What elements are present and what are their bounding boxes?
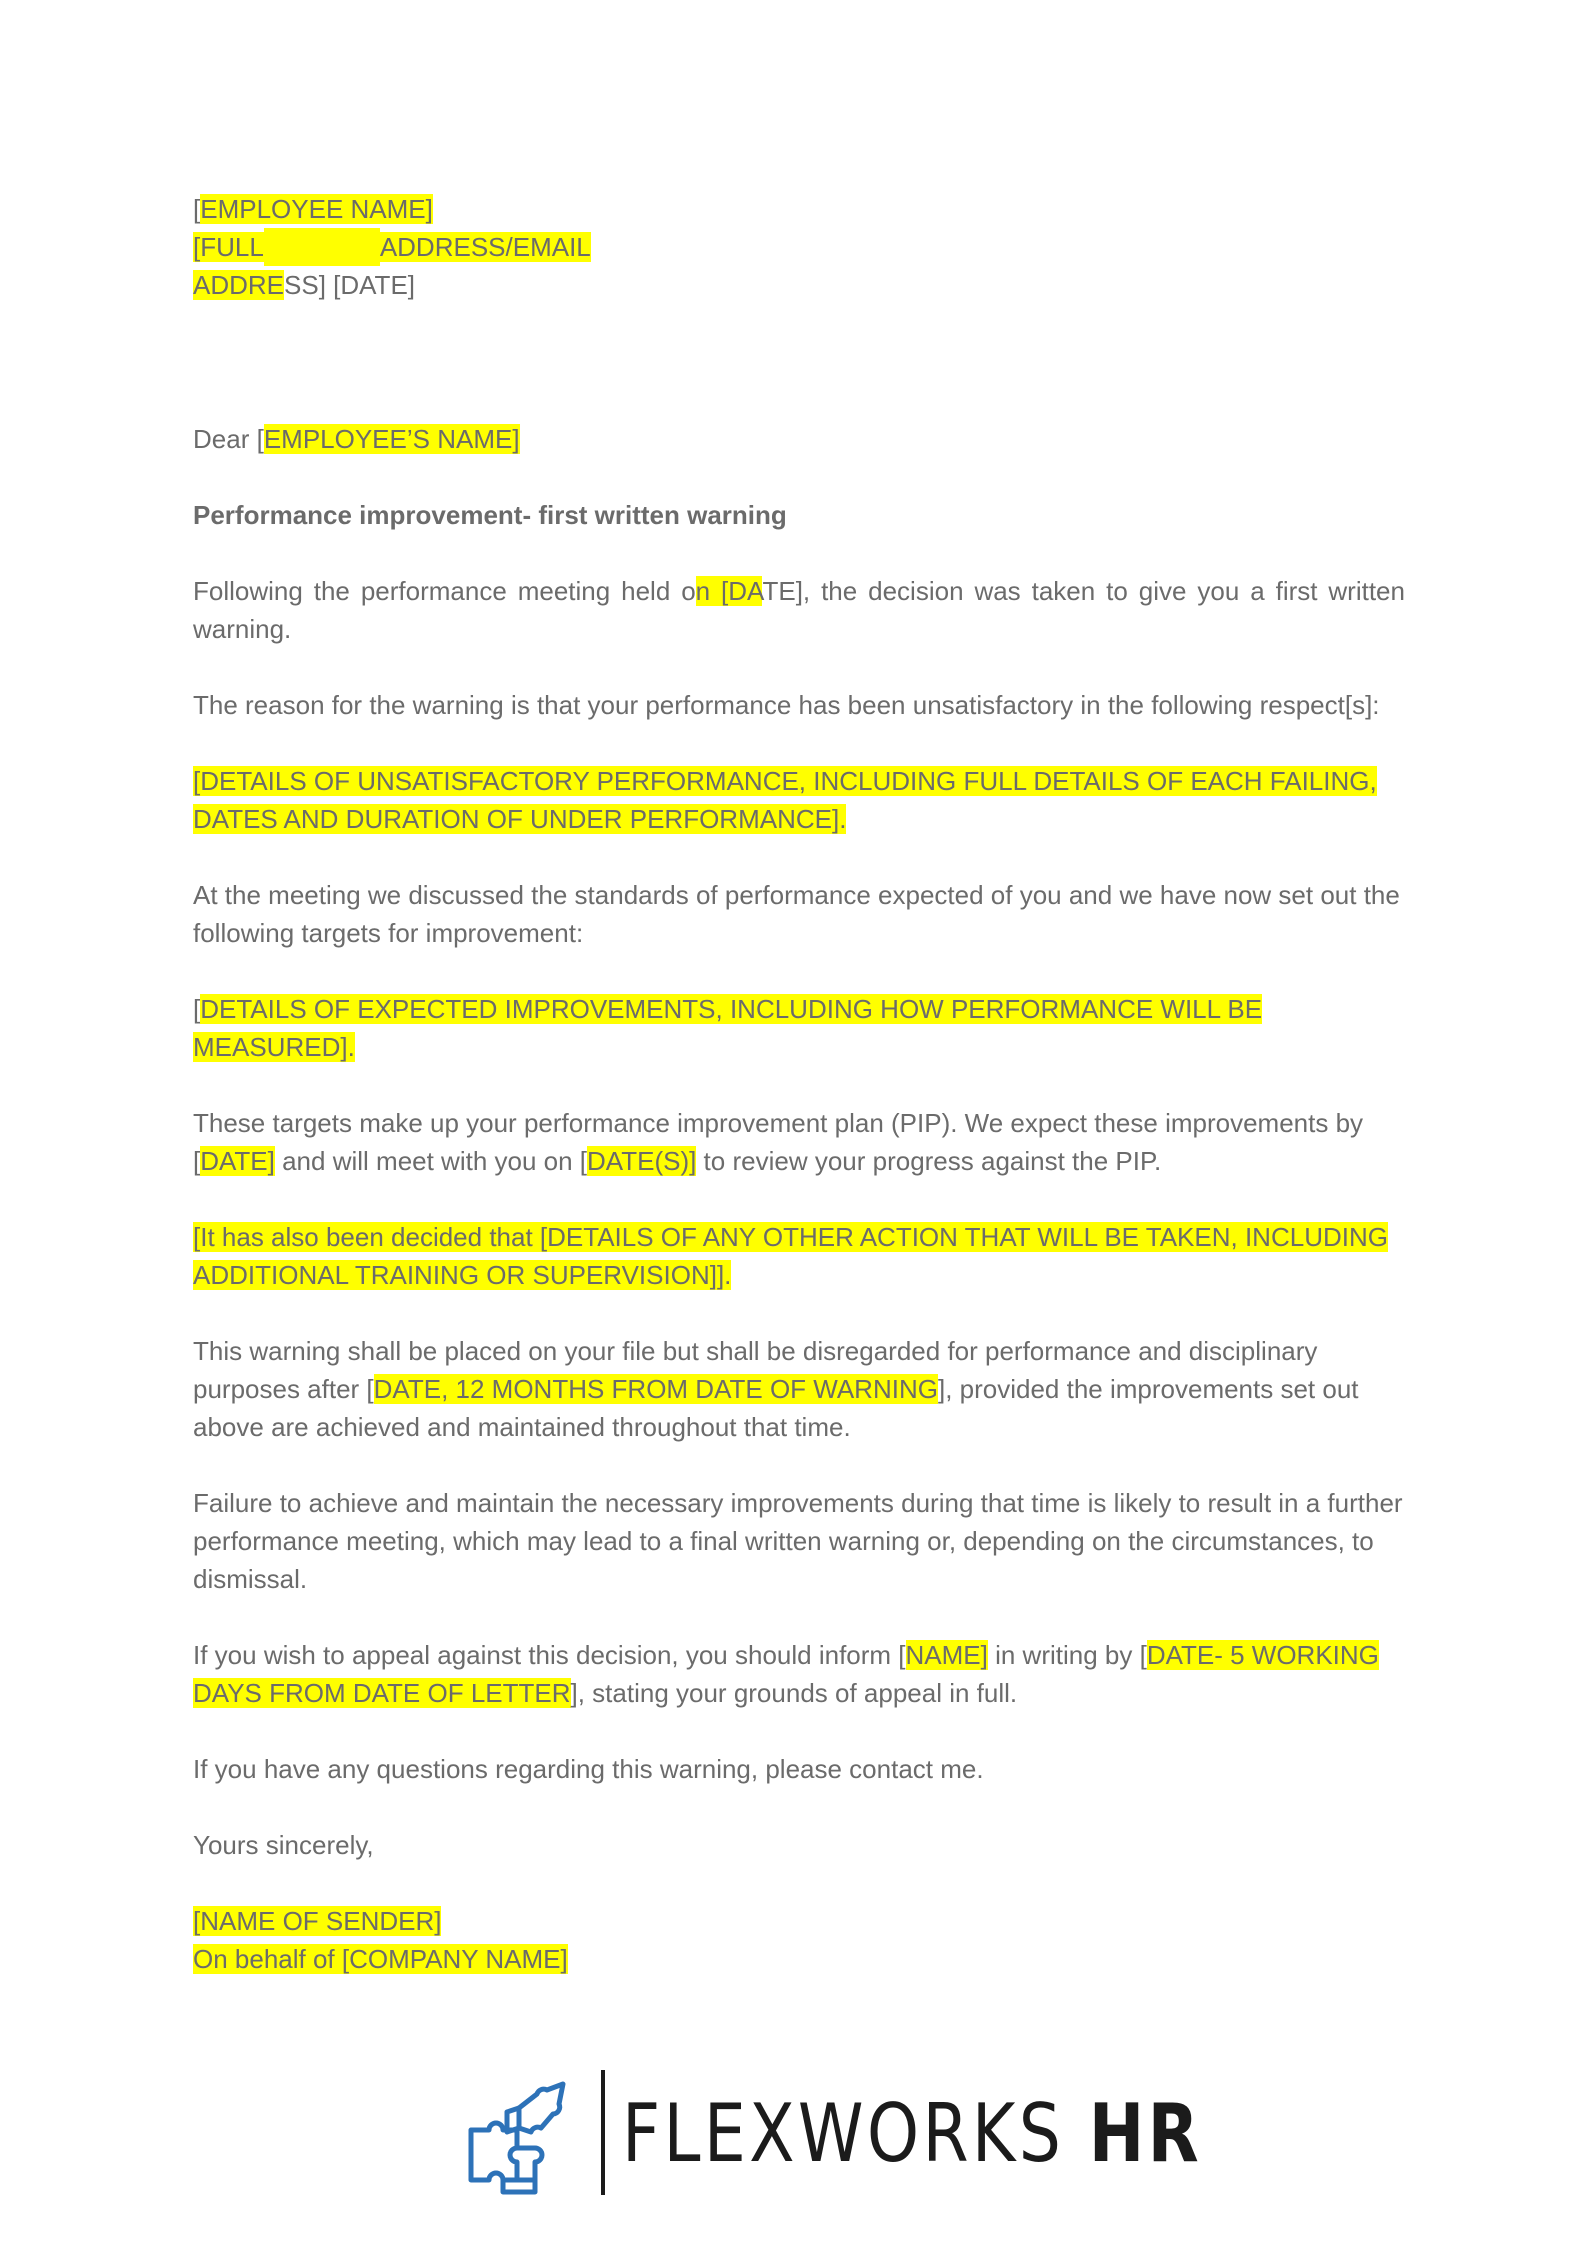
p5-bracket: [ — [193, 994, 201, 1024]
p1-text-a: Following the performance meeting held o — [193, 576, 696, 606]
address-placeholder-b: ADDRESS/EMAIL — [379, 232, 591, 262]
paragraph-file — [193, 1332, 1405, 1446]
p10-text-c: ], stating your grounds of appeal in full. — [570, 1678, 1018, 1708]
brand-wordmark — [622, 2084, 1202, 2184]
flexworks-hr-logo — [467, 2070, 1203, 2200]
details-placeholder: [DETAILS OF UNSATISFACTORY PERFORMANCE, INCLUDING FULL DETAILS OF EACH FAILING, DATES AND DURATION OF UNDER PERFORMANCE]. — [193, 766, 1377, 834]
p6-text-a: These targets make up your performance improvement plan (PIP). We expect these improvements by [ — [193, 1108, 1364, 1176]
signature-block — [193, 1902, 1405, 1978]
logo-divider — [601, 2070, 605, 2195]
paragraph-improvements-placeholder — [193, 990, 1405, 1066]
address-placeholder-c: ADDRE — [193, 270, 285, 300]
paragraph-questions: If you have any questions regarding this warning, please contact me. — [193, 1754, 984, 1784]
company-name-placeholder: On behalf of [COMPANY NAME] — [193, 1944, 568, 1974]
salutation — [193, 420, 1405, 458]
appeal-name-placeholder: NAME] — [905, 1640, 988, 1670]
p6-text-b: and will meet with you on [ — [274, 1146, 588, 1176]
paragraph-meeting — [193, 572, 1405, 648]
brand-main-text: FLEXWORKS — [622, 2087, 1065, 2180]
employee-name-placeholder: EMPLOYEE NAME] — [200, 194, 433, 224]
address-line-1 — [193, 228, 1405, 266]
p1-highlight: n [DA — [695, 576, 763, 606]
puzzle-pieces-icon — [467, 2080, 567, 2195]
paragraph-standards: At the meeting we discussed the standards of performance expected of you and we have now set out the following targets for improvement: — [193, 880, 1400, 948]
paragraph-failure: Failure to achieve and maintain the necessary improvements during that time is likely to result in a further performance meeting, which may lead to a final written warning or, depending on the circumstances, to dismissal. — [193, 1488, 1403, 1594]
recipient-address-block — [193, 190, 1405, 304]
letter-title: Performance improvement- first written warning — [193, 500, 787, 530]
expiry-date-placeholder: DATE, 12 MONTHS FROM DATE OF WARNING — [373, 1374, 938, 1404]
paragraph-details-placeholder — [193, 762, 1405, 838]
salutation-prefix: Dear [ — [193, 424, 264, 454]
p10-text-b: in writing by [ — [987, 1640, 1147, 1670]
review-dates-placeholder: DATE(S)] — [587, 1146, 697, 1176]
other-action-placeholder: [It has also been decided that [DETAILS OF ANY OTHER ACTION THAT WILL BE TAKEN, INCLUDING ADDITIONAL TRAINING OR SUPERVISION]]. — [193, 1222, 1388, 1290]
letter-body — [193, 190, 1405, 1978]
p6-text-c: to review your progress against the PIP. — [696, 1146, 1162, 1176]
closing: Yours sincerely, — [193, 1830, 374, 1860]
paragraph-reason: The reason for the warning is that your performance has been unsatisfactory in the following respect[s]: — [193, 690, 1380, 720]
address-placeholder-a: [FULL — [193, 232, 264, 262]
salutation-name-placeholder: EMPLOYEE’S NAME] — [263, 424, 520, 454]
paragraph-pip — [193, 1104, 1405, 1180]
p10-text-a: If you wish to appeal against this decision, you should inform [ — [193, 1640, 906, 1670]
improvements-placeholder: DETAILS OF EXPECTED IMPROVEMENTS, INCLUDING HOW PERFORMANCE WILL BE MEASURED]. — [193, 994, 1263, 1062]
paragraph-appeal — [193, 1636, 1405, 1712]
appeal-date-placeholder: DATE- 5 WORKING DAYS FROM DATE OF LETTER — [193, 1640, 1379, 1708]
p8-text-a: This warning shall be placed on your file but shall be disregarded for performance and disciplinary purposes after [ — [193, 1336, 1318, 1404]
brand-suffix-text: HR — [1088, 2087, 1203, 2180]
date-placeholder: SS] [DATE] — [284, 270, 416, 300]
pip-date-placeholder: DATE] — [200, 1146, 275, 1176]
paragraph-other-action — [193, 1218, 1405, 1294]
p1-text-b: TE], the decision was taken to give you a first written warning. — [193, 576, 1405, 644]
address-line-2 — [193, 266, 1405, 304]
sender-name-placeholder: [NAME OF SENDER] — [193, 1906, 442, 1936]
recipient-name-line: [EMPLOYEE NAME] — [193, 194, 433, 224]
p8-text-b: ], provided the improvements set out above are achieved and maintained throughout that time. — [193, 1374, 1359, 1442]
